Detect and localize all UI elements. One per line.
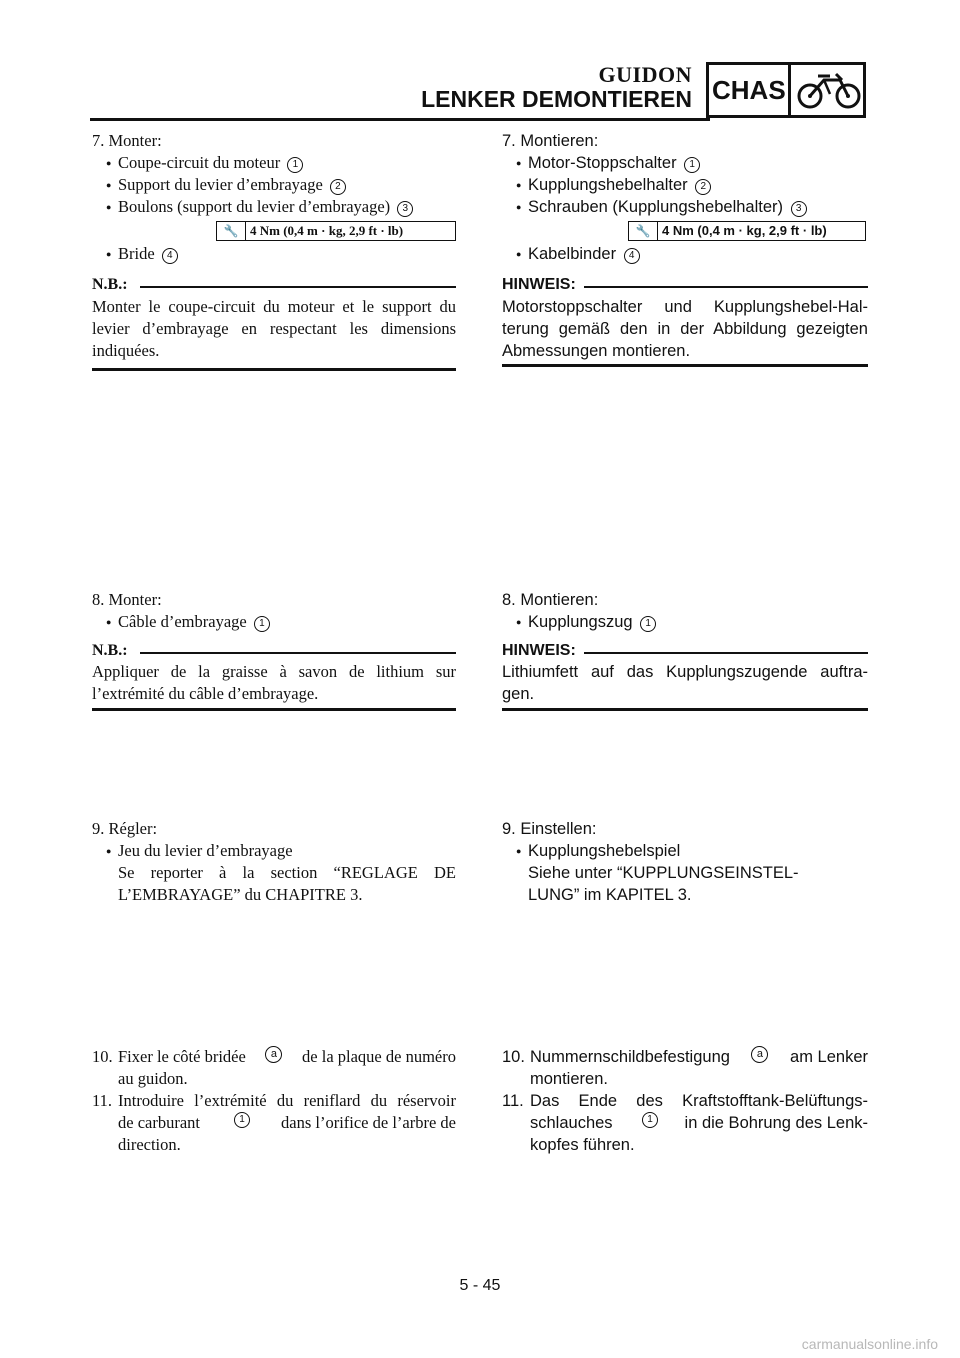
fr-step8-item: ● Câble d’embrayage 1 [118,611,270,633]
de-step10-num: 10. [502,1048,525,1066]
de-note8-line-2: gen. [502,685,535,703]
de-note-rule [584,286,868,288]
de-step11-num: 11. [502,1092,524,1110]
header-title-fr: GUIDON [598,62,692,87]
de-step9-sub-1: Siehe unter “KUPPLUNGSEINSTEL- [528,864,799,882]
de-note8-rule [584,652,868,654]
fr-step7-item-2: ● Support du levier d’embrayage 2 [118,174,346,196]
de-step7-item-3: ● Schrauben (Kupplungshebelhalter) 3 [528,196,807,218]
de-step10-line-1: Nummernschildbefestigung a am Lenker [530,1048,868,1066]
wrench-icon: 🔧 [629,222,658,240]
fr-step8-title: 8. Monter: [92,590,162,609]
de-step9-item: ● Kupplungshebelspiel [528,840,680,862]
fr-note-line-3: indiquées. [92,341,160,360]
fr-torque-spec: 🔧 4 Nm (0,4 m · kg, 2,9 ft · lb) [216,221,456,241]
fr-note-line-1: Monter le coupe-circuit du moteur et le support du [92,297,456,316]
fr-step9-item: ● Jeu du levier d’embrayage [118,840,293,862]
callout-a: a [751,1046,768,1063]
de-note-end-rule [502,364,868,367]
fr-step11-line-3: direction. [118,1135,181,1154]
page-number: 5 - 45 [459,1277,501,1294]
de-step7-title: 7. Montieren: [502,132,599,150]
de-step8-item: ● Kupplungszug 1 [528,611,656,633]
de-torque-spec: 🔧 4 Nm (0,4 m · kg, 2,9 ft · lb) [628,221,866,241]
de-note-line-1: Motorstoppschalter und Kupplungshebel-Hal- [502,298,868,316]
callout-a: a [265,1046,282,1063]
fr-step7-item-1: ● Coupe-circuit du moteur 1 [118,152,303,174]
fr-note8-line-2: l’extrémité du câble d’embrayage. [92,684,319,703]
de-note-line-2: terung gemäß den in der Abbildung gezeigten [502,320,868,338]
de-step7-item-4: ● Kabelbinder 4 [528,243,640,265]
fr-step11-num: 11. [92,1091,113,1110]
de-step10-line-2: montieren. [530,1070,608,1088]
de-note-line-3: Abmessungen montieren. [502,342,691,360]
de-step7-item-1: ● Motor-Stoppschalter 1 [528,152,700,174]
fr-step9-title: 9. Régler: [92,819,158,838]
de-step11-line-2: schlauches 1 in die Bohrung des Lenk- [530,1114,868,1132]
header-title-de: LENKER DEMONTIEREN [421,86,692,112]
fr-note-rule [140,286,456,288]
fr-note-label: N.B.: [92,276,128,293]
de-step9-sub-2: LUNG” im KAPITEL 3. [528,886,692,904]
column-de [480,0,960,1358]
de-note8-line-1: Lithiumfett auf das Kupplungszugende auftra- [502,663,868,681]
de-step9-title: 9. Einstellen: [502,820,597,838]
fr-note-line-2: levier d’embrayage en respectant les dimensions [92,319,456,338]
fr-note8-rule [140,652,456,654]
de-note-label: HINWEIS: [502,276,576,293]
de-step8-title: 8. Montieren: [502,591,599,609]
fr-step7-item-4: ● Bride 4 [118,243,178,265]
watermark: carmanualsonline.info [801,1336,938,1352]
fr-step7-title: 7. Monter: [92,131,162,150]
wrench-icon: 🔧 [217,222,246,240]
de-step11-line-3: kopfes führen. [530,1136,635,1154]
fr-step11-line-1: Introduire l’extrémité du reniflard du réservoir [118,1091,456,1110]
fr-step7-item-3: ● Boulons (support du levier d’embrayage) 3 [118,196,413,218]
fr-step9-sub-1: Se reporter à la section “REGLAGE DE [118,863,456,882]
fr-note8-label: N.B.: [92,642,128,659]
de-step11-line-1: Das Ende des Kraftstofftank-Belüftungs- [530,1092,868,1110]
de-step7-item-2: ● Kupplungshebelhalter 2 [528,174,711,196]
fr-step10-line-2: au guidon. [118,1069,188,1088]
fr-step10-num: 10. [92,1047,113,1066]
fr-note8-end-rule [92,708,456,711]
de-note8-label: HINWEIS: [502,642,576,659]
fr-note8-line-1: Appliquer de la graisse à savon de lithium sur [92,662,456,681]
fr-step11-line-2: de carburant 1 dans l’orifice de l’arbre de [118,1113,456,1132]
fr-note-end-rule [92,368,456,371]
fr-step10-line-1: Fixer le côté bridée a de la plaque de numéro [118,1047,456,1066]
de-note8-end-rule [502,708,868,711]
section-code: CHAS [712,75,786,105]
fr-step9-sub-2: L’EMBRAYAGE” du CHAPITRE 3. [118,885,363,904]
